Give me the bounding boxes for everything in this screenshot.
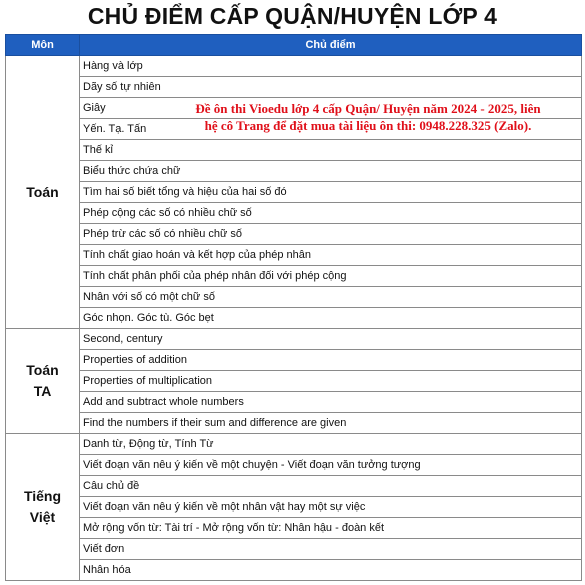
table-row xyxy=(6,266,582,287)
topic-cell: Tính chất phân phối của phép nhân đối với phép cộng xyxy=(80,266,582,287)
topic-cell: Find the numbers if their sum and difference are given xyxy=(80,413,582,434)
topic-cell: Danh từ, Động từ, Tính Từ xyxy=(80,434,582,455)
table-row xyxy=(6,140,582,161)
table-row xyxy=(6,56,582,77)
table-row xyxy=(6,77,582,98)
table-row xyxy=(6,539,582,560)
promo-notice-line1: Đề ôn thi Vioedu lớp 4 cấp Quận/ Huyện năm 2024 - 2025, liên xyxy=(195,101,541,116)
table-row xyxy=(6,224,582,245)
table-row xyxy=(6,350,582,371)
subject-tieng-viet-line1: Tiếng xyxy=(23,488,62,504)
subject-toan-ta xyxy=(6,329,80,434)
topic-cell: Add and subtract whole numbers xyxy=(80,392,582,413)
topic-cell: Phép trừ các số có nhiều chữ số xyxy=(80,224,582,245)
topic-cell: Phép cộng các số có nhiều chữ số xyxy=(80,203,582,224)
topic-cell: Tính chất giao hoán và kết hợp của phép nhân xyxy=(80,245,582,266)
topic-cell: Góc nhọn. Góc tù. Góc bẹt xyxy=(80,308,582,329)
subject-tieng-viet-line2: Việt xyxy=(29,509,56,525)
topic-cell: Tìm hai số biết tổng và hiệu của hai số đó xyxy=(80,182,582,203)
table-row xyxy=(6,392,582,413)
header-topic: Chủ điểm xyxy=(80,35,582,56)
header-subject: Môn xyxy=(6,35,80,56)
topic-cell: Câu chủ đề xyxy=(80,476,582,497)
topic-cell: Hàng và lớp xyxy=(80,56,582,77)
topic-cell: Viết đoạn văn nêu ý kiến về một nhân vật hay một sự việc xyxy=(80,497,582,518)
table-row xyxy=(6,371,582,392)
table-row xyxy=(6,245,582,266)
promo-notice xyxy=(166,100,570,134)
table-header-row xyxy=(6,35,582,56)
topic-cell: Mở rộng vốn từ: Tài trí - Mở rộng vốn từ: Nhân hậu - đoàn kết xyxy=(80,518,582,539)
table-row xyxy=(6,413,582,434)
table-row xyxy=(6,161,582,182)
subject-toan-ta-line1: Toán xyxy=(26,362,59,378)
topic-cell: Properties of multiplication xyxy=(80,371,582,392)
topic-cell: Dãy số tự nhiên xyxy=(80,77,582,98)
topic-cell: Viết đoạn văn nêu ý kiến về một chuyện - Viết đoạn văn tưởng tượng xyxy=(80,455,582,476)
table-row xyxy=(6,308,582,329)
topic-cell: Biểu thức chứa chữ xyxy=(80,161,582,182)
table-row xyxy=(6,203,582,224)
subject-toan: Toán xyxy=(6,56,80,329)
topic-cell: Nhân với số có một chữ số xyxy=(80,287,582,308)
topic-cell: Yến. Tạ. Tấn xyxy=(80,119,582,140)
topic-cell: Giây xyxy=(80,98,582,119)
table-row xyxy=(6,476,582,497)
topic-cell: Viết đơn xyxy=(80,539,582,560)
page-title: CHỦ ĐIỂM CẤP QUẬN/HUYỆN LỚP 4 xyxy=(87,3,498,29)
table-row xyxy=(6,287,582,308)
table-row xyxy=(6,455,582,476)
topic-cell: Second, century xyxy=(80,329,582,350)
subject-toan-ta-line2: TA xyxy=(33,383,52,399)
table-row xyxy=(6,182,582,203)
subject-tieng-viet xyxy=(6,434,80,581)
topic-cell: Nhân hóa xyxy=(80,560,582,581)
table-row xyxy=(6,434,582,455)
table-row xyxy=(6,497,582,518)
table-row xyxy=(6,518,582,539)
table-row xyxy=(6,329,582,350)
topic-cell: Thế kỉ xyxy=(80,140,582,161)
topic-cell: Properties of addition xyxy=(80,350,582,371)
promo-notice-line2: hệ cô Trang để đặt mua tài liệu ôn thi: 0948.228.325 (Zalo). xyxy=(204,118,532,133)
table-row xyxy=(6,560,582,581)
